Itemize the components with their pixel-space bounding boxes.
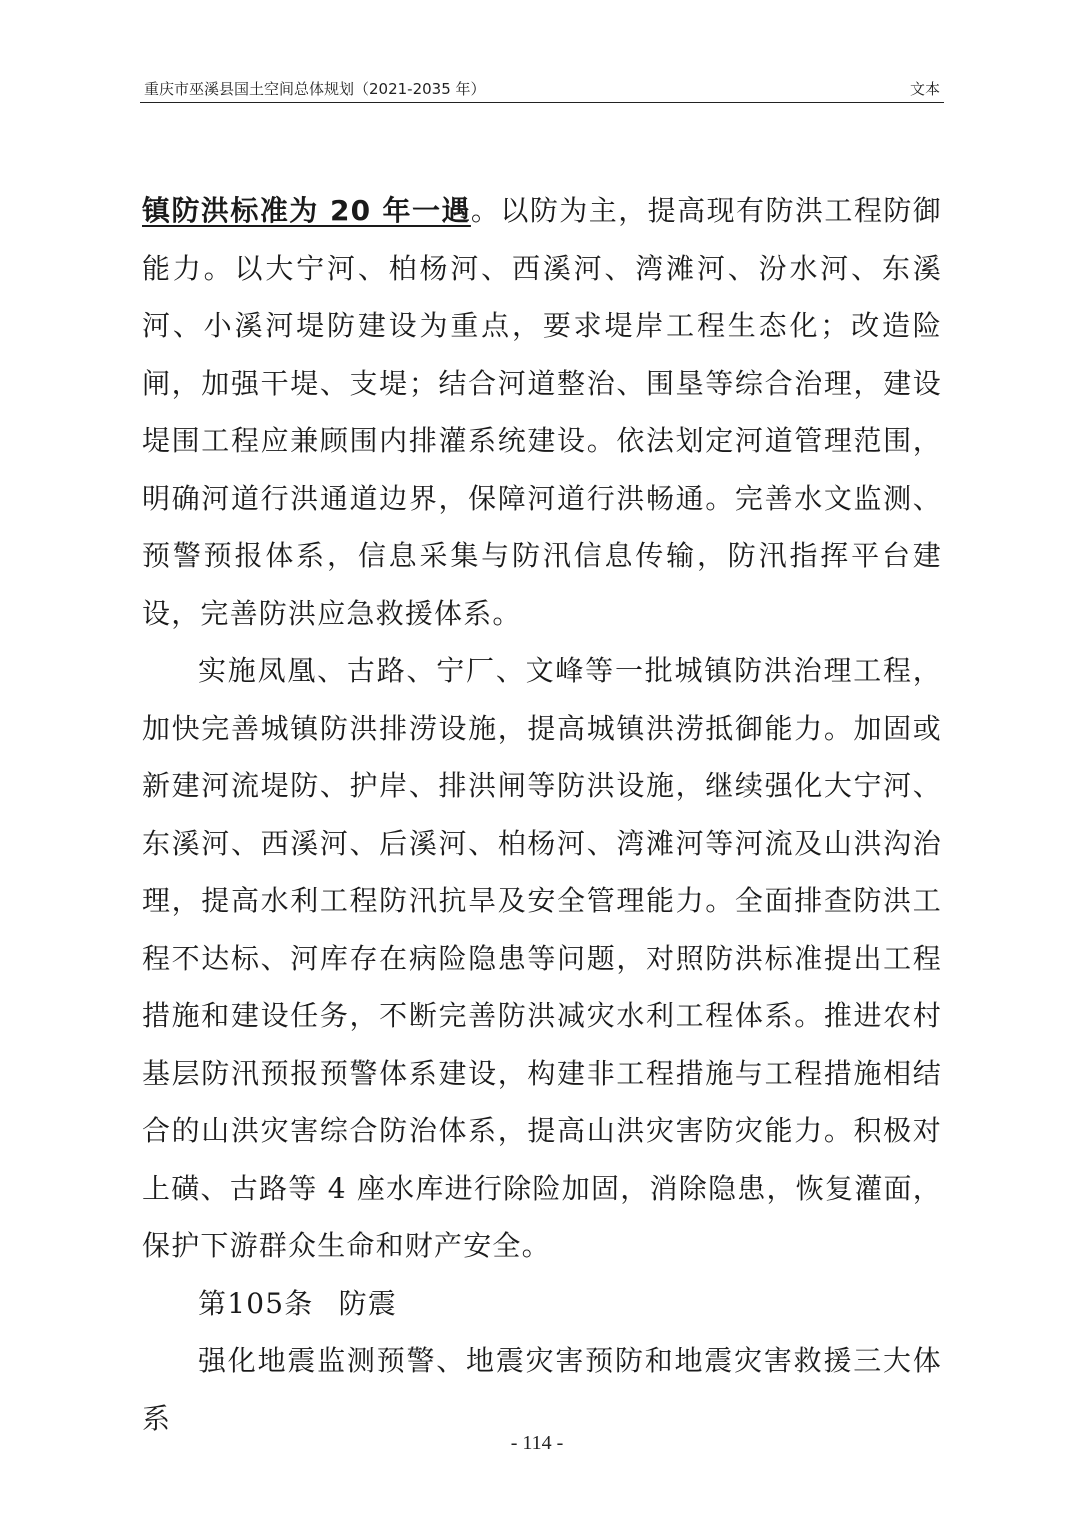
article-heading [142, 1275, 942, 1333]
page-number: - 114 - [510, 1432, 564, 1454]
header-document-title: 重庆市巫溪县国土空间总体规划（2021-2035 年） [144, 80, 486, 98]
page-header [140, 74, 944, 103]
paragraph-town-flood-works: 实施凤凰、古路、宁厂、文峰等一批城镇防洪治理工程，加快完善城镇防洪排涝设施，提高城镇洪涝抵御能力。加固或新建河流堤防、护岸、排洪闸等防洪设施，继续强化大宁河、东溪河、西溪河、后溪河、柏杨河、湾滩河等河流及山洪沟治理，提高水利工程防汛抗旱及安全管理能力。全面排查防洪工程不达标、河库存在病险隐患等问题，对照防洪标准提出工程措施和建设任务，不断完善防洪减灾水利工程体系。推进农村基层防汛预报预警体系建设，构建非工程措施与工程措施相结合的山洪灾害综合防治体系，提高山洪灾害防灾能力。积极对上磺、古路等 4 座水库进行除险加固，消除隐患，恢复灌面，保护下游群众生命和财产安全。 [142, 654, 942, 1262]
emphasized-standard: 镇防洪标准为 20 年一遇 [142, 194, 471, 227]
paragraph-flood-standard-text: 。以防为主，提高现有防洪工程防御能力。以大宁河、柏杨河、西溪河、湾滩河、汾水河、东溪河、小溪河堤防建设为重点，要求堤岸工程生态化；改造险闸，加强干堤、支堤；结合河道整治、围垦等综合治理，建设堤围工程应兼顾围内排灌系统建设。依法划定河道管理范围，明确河道行洪通道边界，保障河道行洪畅通。完善水文监测、预警预报体系，信息采集与防汛信息传输，防汛指挥平台建设，完善防洪应急救援体系。 [142, 194, 943, 630]
article-number: 第105条 [198, 1286, 314, 1320]
header-document-type: 文本 [909, 80, 940, 98]
document-body [142, 182, 942, 1447]
article-title: 防震 [338, 1286, 398, 1320]
paragraph-earthquake: 强化地震监测预警、地震灾害预防和地震灾害救援三大体系 [142, 1344, 942, 1435]
paragraph-flood-standard [142, 182, 942, 642]
